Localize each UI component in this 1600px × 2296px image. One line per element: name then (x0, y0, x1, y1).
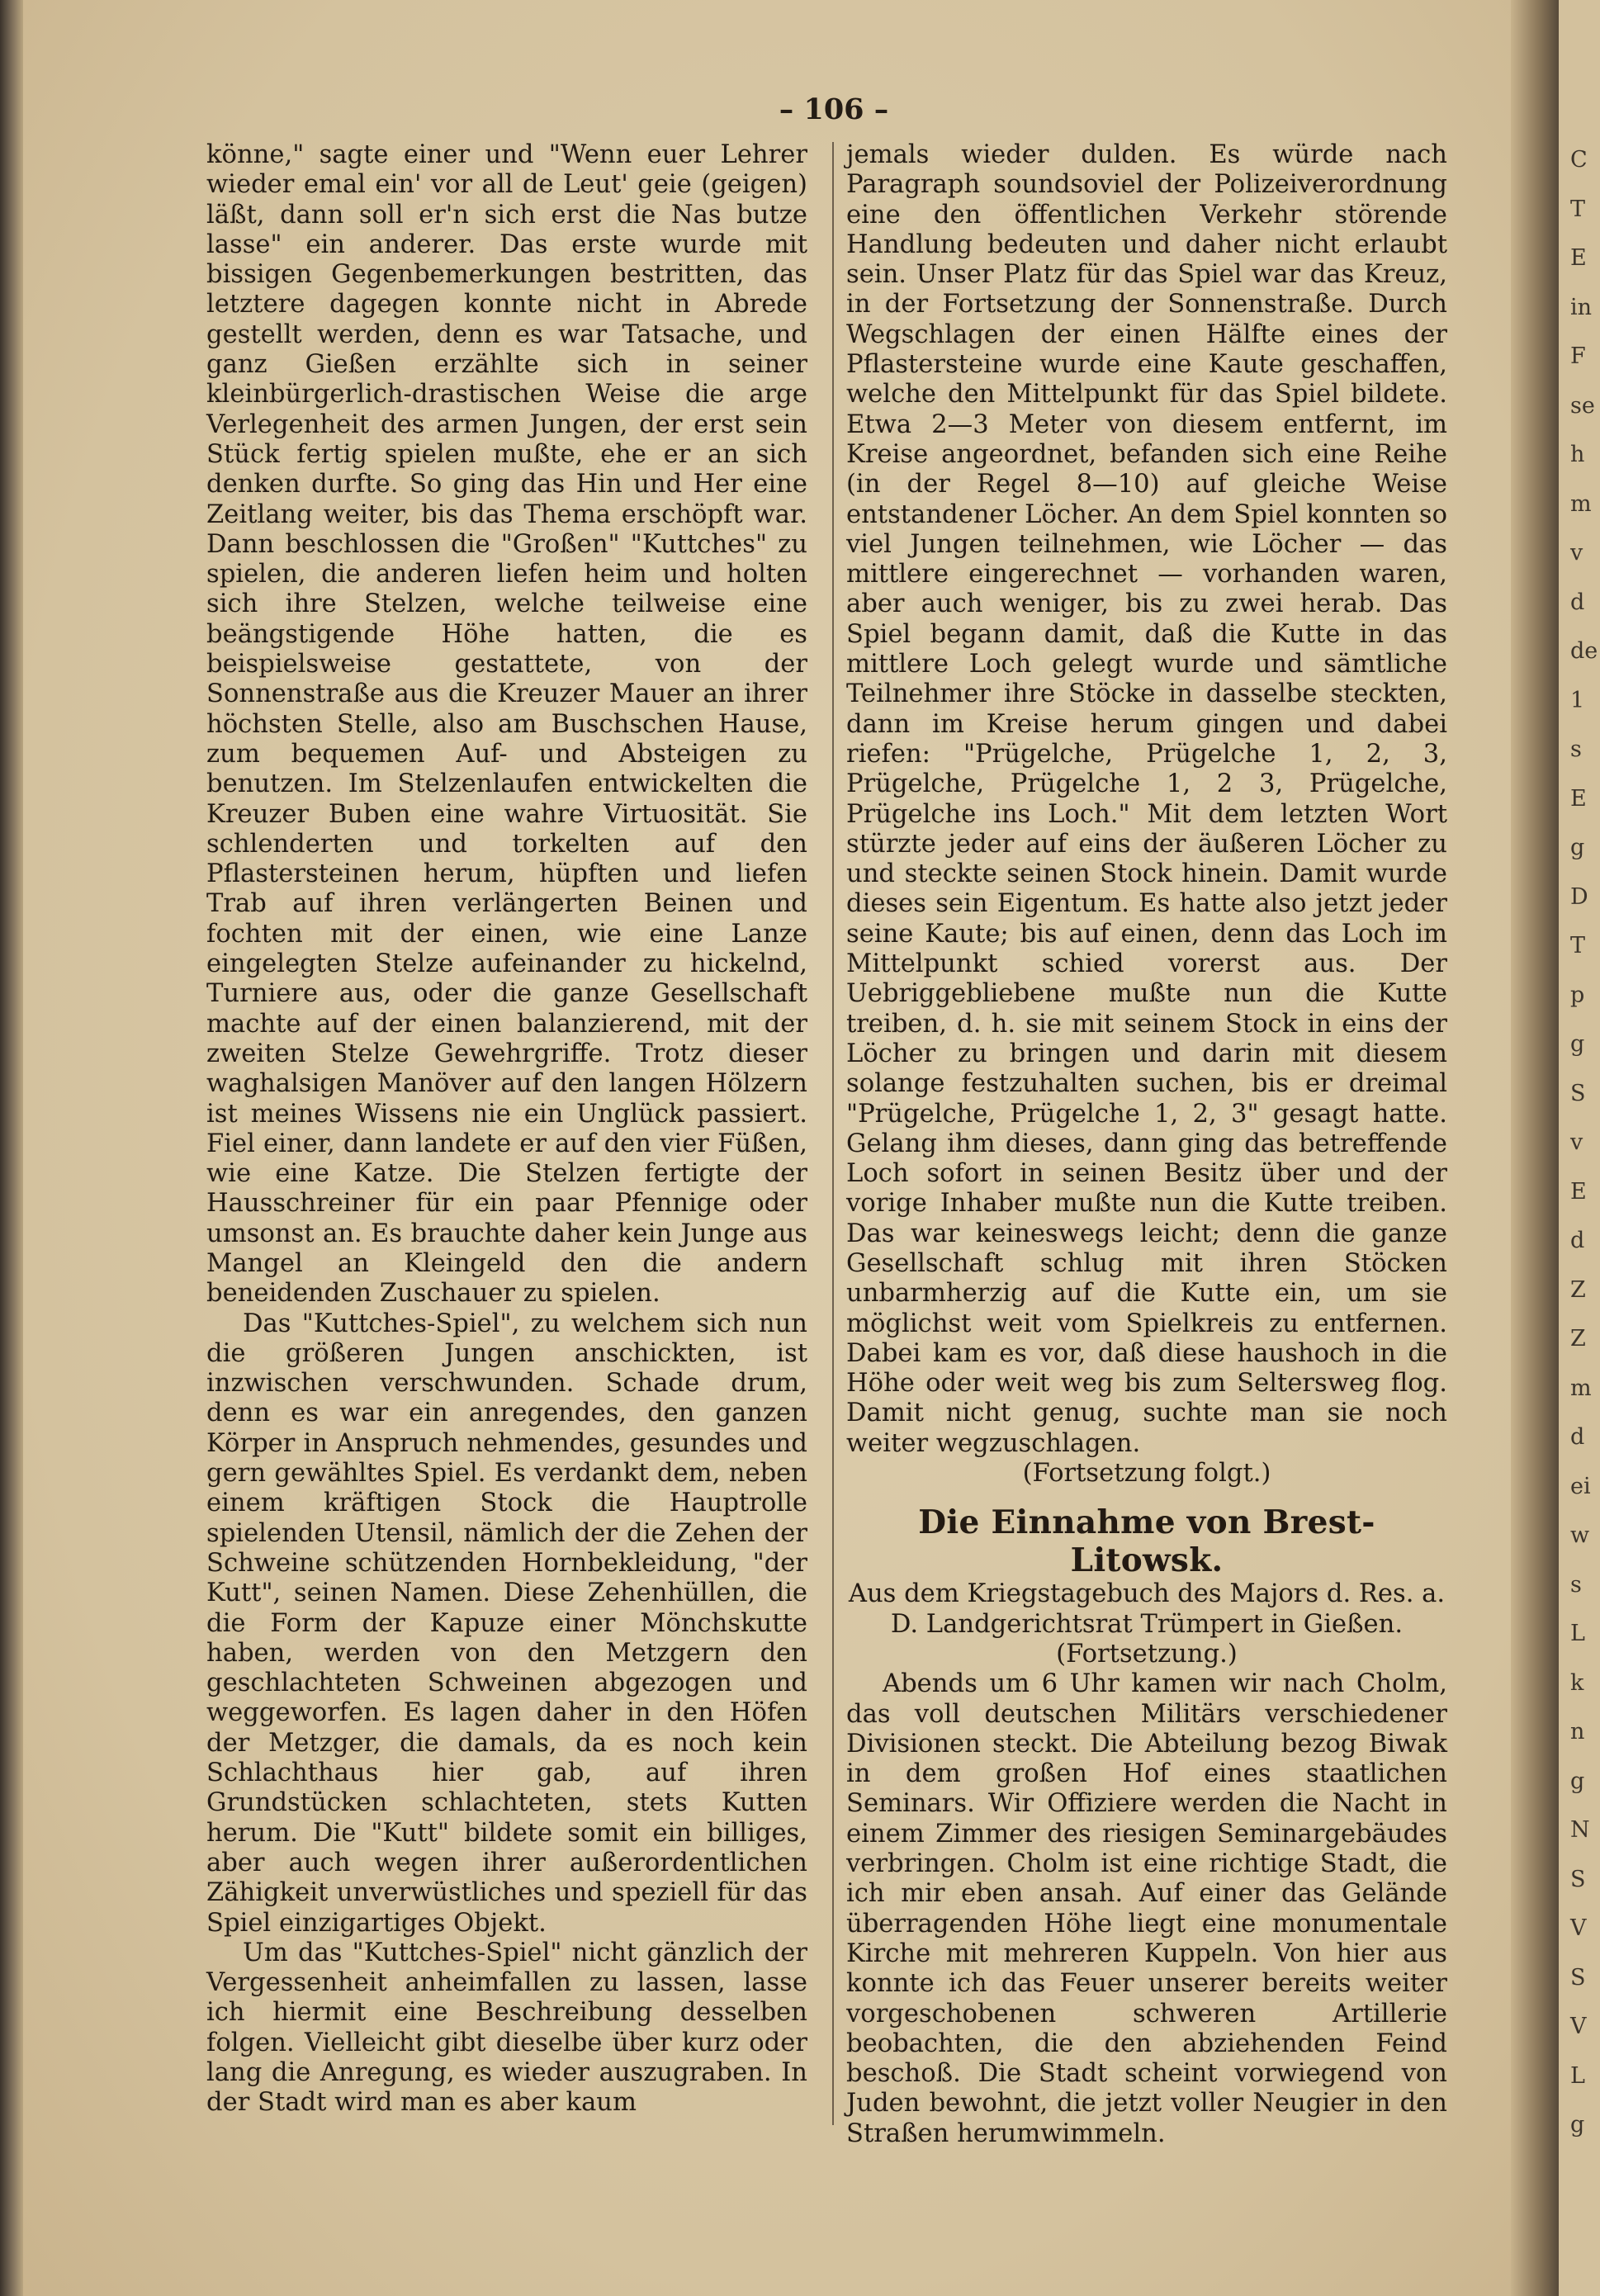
next-page-fragment: Z (1570, 1277, 1586, 1303)
next-page-fragment: S (1570, 1965, 1586, 1991)
left-paragraph-2: Das "Kuttches-Spiel", zu welchem sich nun die größeren Jungen anschickten, ist inzwischen verschwunden. Schade drum, denn es war ein anregendes, den ganzen Körper in Anspruch nehmendes, gesundes und gern gewähltes Spiel. Es verdankt dem, neben einem kräftigen Stock die Hauptrolle spielenden Utensil, nämlich der die Zehen der Schweine schützenden Hornbekleidung, "der Kutt", seinen Namen. Diese Zehenhüllen, die die Form der Kapuze einer Mönchskutte haben, werden von den Metzgern den geschlachteten Schweinen abgezogen und weggeworfen. Es lagen daher in den Höfen der Metzger, die damals, da es noch kein Schlachthaus hier gab, auf ihren Grundstücken schlachteten, stets Kutten herum. Die "Kutt" bildete somit ein billiges, aber auch wegen ihrer außerordentlichen Zähigkeit unverwüstliches und speziell für das Spiel einzigartiges Objekt. (206, 1309, 807, 1938)
next-page-fragment: g (1570, 2112, 1585, 2137)
next-page-fragment: ei (1570, 1474, 1591, 1499)
next-page-edge (1559, 0, 1600, 2296)
next-page-fragment: T (1570, 933, 1586, 959)
next-page-fragment: V (1570, 2014, 1587, 2039)
next-page-fragment: g (1570, 1768, 1585, 1794)
continued-note: (Fortsetzung folgt.) (1022, 1459, 1271, 1489)
next-page-fragment: E (1570, 786, 1587, 812)
next-page-fragment: v (1570, 1129, 1583, 1155)
next-page-fragment: se (1570, 393, 1595, 419)
page-number: – 106 – (779, 92, 889, 126)
left-paragraph-1: könne," sagte einer und "Wenn euer Lehrer wieder emal ein' vor all de Leut' geie (geigen) läßt, dann soll er'n sich erst die Nas butze lasse" ein anderer. Das erste wurde mit bissigen Gegenbemerkungen bestritten, das letztere dagegen konnte nicht in Abrede gestellt werden, denn es war Tatsache, und ganz Gießen erzählte sich in seiner kleinbürgerlich-drastischen Weise die arge Verlegenheit des armen Jungen, der erst sein Stück fertig spielen mußte, ehe er an sich denken durfte. So ging das Hin und Her eine Zeitlang weiter, bis das Thema erschöpft war. Dann beschlossen die "Großen" "Kuttches" zu spielen, die anderen liefen heim und holten sich ihre Stelzen, welche teilweise eine beängstigende Höhe hatten, die es beispielsweise gestattete, von der Sonnenstraße aus die Kreuzer Mauer an ihrer höchsten Stelle, also am Buschschen Hause, zum bequemen Auf- und Absteigen zu benutzen. Im Stelzenlaufen entwickelten die Kreuzer Buben eine wahre Virtuosität. Sie schlenderten und torkelten auf den Pflastersteinen herum, hüpften und liefen Trab auf ihren verlängerten Beinen und fochten mit der einen, wie eine Lanze eingelegten Stelze aufeinander zu hickelnd, Turniere aus, oder die ganze Gesellschaft machte auf der einen balanzierend, mit der zweiten Stelze Gewehrgriffe. Trotz dieser waghalsigen Manöver auf den langen Hölzern ist meines Wissens nie ein Unglück passiert. Fiel einer, dann landete er auf den vier Füßen, wie eine Katze. Die Stelzen fertigte der Hausschreiner für ein paar Pfennige oder umsonst an. Es brauchte daher kein Junge aus Mangel an Kleingeld den die andern beneidenden Zuschauer zu spielen. (206, 140, 807, 1309)
next-page-fragment: 1 (1570, 688, 1585, 713)
next-page-fragment: g (1570, 1031, 1585, 1057)
next-page-fragment: h (1570, 442, 1585, 467)
next-page-fragment: in (1570, 295, 1593, 320)
next-page-fragment: g (1570, 835, 1585, 860)
next-page-fragment: d (1570, 1424, 1585, 1450)
right-paragraph-1: jemals wieder dulden. Es würde nach Paragraph soundsoviel der Polizeiverordnung eine den öffentlichen Verkehr störende Handlung bedeuten und daher nicht erlaubt sein. Unser Platz für das Spiel war das Kreuz, in der Fortsetzung der Sonnenstraße. Durch Wegschlagen der einen Hälfte eines der Pflastersteine wurde eine Kaute geschaffen, welche den Mittelpunkt für das Spiel bildete. Etwa 2—3 Meter von diesem entfernt, im Kreise angeordnet, befanden sich eine Reihe (in der Regel 8—10) auf gleiche Weise entstandener Löcher. An dem Spiel konnten so viel Jungen teilnehmen, wie Löcher — das mittlere eingerechnet — vorhanden waren, aber auch weniger, bis zu zwei herab. Das Spiel begann damit, daß die Kutte in das mittlere Loch gelegt wurde und sämtliche Teilnehmer ihre Stöcke in dasselbe steckten, dann im Kreise herum gingen und dabei riefen: "Prügelche, Prügelche 1, 2, 3, Prügelche, Prügelche 1, 2 3, Prügelche, Prügelche ins Loch." Mit dem letzten Wort stürzte jeder auf eins der äußeren Löcher zu und steckte seinen Stock hinein. Damit wurde dieses sein Eigentum. Es hatte also jetzt jeder seine Kaute; bis auf einen, denn das Loch im Mittelpunkt schied vorerst aus. Der Uebriggebliebene mußte nun die Kutte treiben, d. h. sie mit seinem Stock in eins der Löcher zu bringen und darin mit diesem solange festzuhalten suchen, bis er dreimal "Prügelche, Prügelche 1, 2, 3" gesagt hatte. Gelang ihm dieses, dann ging das betreffende Loch sofort in seinen Besitz über und der vorige Inhaber mußte nun die Kutte treiben. Das war keineswegs leicht; denn die ganze Gesellschaft schlug mit ihren Stöcken unbarmherzig auf die Kutte ein, um sie möglichst weit vom Spielkreis zu entfernen. Dabei kam es vor, daß diese haushoch in die Höhe oder weit weg bis zum Seltersweg flog. Damit nicht genug, suchte man sie noch weiter wegzuschlagen. (846, 140, 1447, 1458)
next-page-fragment: m (1570, 491, 1592, 517)
next-page-fragment: v (1570, 540, 1583, 566)
next-page-fragment: F (1570, 343, 1586, 369)
next-page-fragment: T (1570, 196, 1586, 222)
next-page-fragment: d (1570, 1228, 1585, 1253)
article-title: Die Einnahme von Brest-Litowsk. (918, 1503, 1375, 1580)
next-page-fragment: L (1570, 1621, 1585, 1646)
next-page-fragment: V (1570, 1915, 1587, 1941)
next-page-fragment: N (1570, 1817, 1590, 1843)
next-page-fragment: E (1570, 245, 1587, 271)
next-page-fragment: S (1570, 1081, 1586, 1106)
next-page-fragment: Z (1570, 1326, 1586, 1352)
next-page-fragment: E (1570, 1179, 1587, 1205)
next-page-fragment: s (1570, 1572, 1582, 1598)
left-column (206, 140, 807, 2118)
page-left-edge (0, 0, 23, 2296)
next-page-fragment: d (1570, 589, 1585, 615)
next-page-fragment: S (1570, 1867, 1586, 1892)
next-page-fragment: k (1570, 1670, 1584, 1696)
left-paragraph-3: Um das "Kuttches-Spiel" nicht gänzlich der Vergessenheit anheimfallen zu lassen, lasse ich hiermit eine Beschreibung desselben folgen. Vielleicht gibt dieselbe über kurz oder lang die Anregung, es wieder auszugraben. In der Stadt wird man es aber kaum (206, 1938, 807, 2118)
next-page-fragment: C (1570, 147, 1588, 173)
next-page-fragment: de (1570, 638, 1598, 664)
next-page-fragment: p (1570, 982, 1585, 1008)
right-column (846, 140, 1447, 2149)
book-gutter (1511, 0, 1559, 2296)
next-page-fragment: m (1570, 1375, 1592, 1401)
column-divider (832, 142, 834, 2125)
article-note: (Fortsetzung.) (1056, 1639, 1238, 1669)
next-page-fragment: w (1570, 1522, 1590, 1548)
next-page-fragment: s (1570, 736, 1582, 762)
next-page-fragment: D (1570, 884, 1588, 910)
next-page-fragment: L (1570, 2063, 1585, 2089)
article-paragraph-1: Abends um 6 Uhr kamen wir nach Cholm, das voll deutschen Militärs verschiedener Divisionen steckt. Die Abteilung bezog Biwak in dem großen Hof eines staatlichen Seminars. Wir Offiziere werden die Nacht in einem Zimmer des riesigen Seminargebäudes verbringen. Cholm ist eine richtige Stadt, die ich mir eben ansah. Auf einer das Gelände überragenden Höhe liegt eine monumentale Kirche mit mehreren Kuppeln. Von hier aus konnte ich das Feuer unserer bereits weiter vorgeschobenen schweren Artillerie beobachten, die den abziehenden Feind beschoß. Die Stadt scheint vorwiegend von Juden bewohnt, die jetzt voller Neugier in den Straßen herumwimmeln. (846, 1669, 1447, 2148)
article-subtitle: Aus dem Kriegstagebuch des Majors d. Res. a. D. Landgerichtsrat Trümpert in Gießen. (848, 1579, 1446, 1639)
next-page-fragment: n (1570, 1719, 1585, 1744)
